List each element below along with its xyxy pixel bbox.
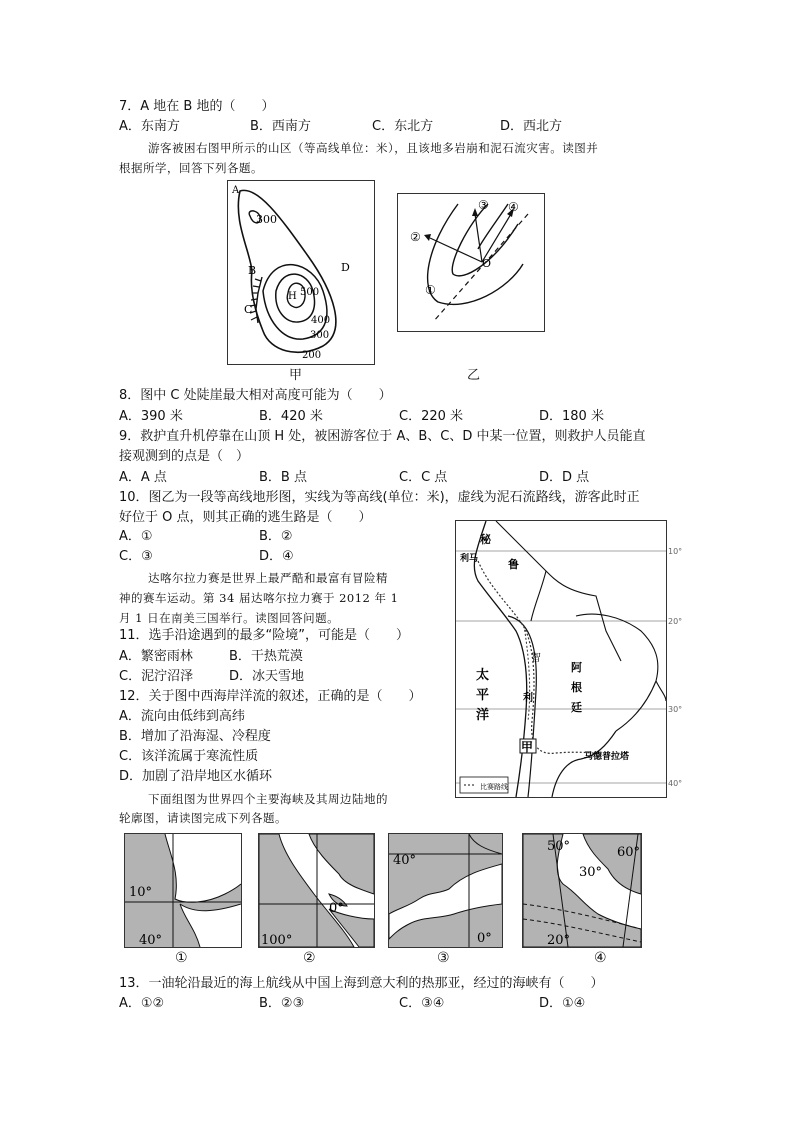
q8-option-b: B．420 米 — [259, 409, 323, 424]
intro2-line3: 月 1 日在南美三国举行。读图回答问题。 — [119, 611, 340, 625]
q8-option-a: A．390 米 — [119, 409, 183, 424]
south-america-rally-map — [455, 520, 667, 798]
label-argentina-2: 根 — [571, 681, 582, 694]
label-peru-2: 鲁 — [508, 558, 519, 571]
label-argentina-3: 廷 — [571, 701, 582, 714]
q11-stem: 11．选手沿途遇到的最多“险境”，可能是（ ） — [119, 628, 410, 643]
label-a: A — [232, 185, 240, 196]
q8-option-d: D．180 米 — [539, 409, 604, 424]
strait-panel-4 — [522, 833, 642, 948]
figure-jia-caption: 甲 — [289, 368, 303, 383]
q7-option-b: B．西南方 — [250, 119, 311, 134]
figure-yi-contour-map — [397, 193, 545, 332]
label-pacific-1: 太 — [476, 668, 490, 683]
panel1-label-40: 40° — [139, 933, 163, 947]
q12-stem: 12．关于图中西海岸洋流的叙述，正确的是（ ） — [119, 689, 422, 704]
q7-option-a: A．东南方 — [119, 119, 180, 134]
lat-label-20: 20° — [668, 617, 683, 626]
label-pacific-2: 平 — [476, 688, 490, 703]
panel4-label-50: 50° — [547, 839, 571, 854]
q12-option-b: B．增加了沿海湿、冷程度 — [119, 729, 271, 744]
panel2-caption: ② — [303, 950, 316, 966]
q9-option-a: A．A 点 — [119, 470, 167, 485]
q13-stem: 13．一油轮沿最近的海上航线从中国上海到意大利的热那亚，经过的海峡有（ ） — [119, 976, 604, 991]
intro1-line1: 游客被困右图甲所示的山区（等高线单位：米），且该地多岩崩和泥石流灾害。读图并 — [148, 141, 599, 155]
legend-rally-route: 比赛路线 — [480, 783, 508, 791]
contour-500: 500 — [300, 287, 320, 298]
panel1-label-10: 10° — [129, 885, 153, 900]
intro3-line1: 下面组图为世界四个主要海峡及其周边陆地的 — [148, 792, 388, 806]
figure-yi-caption: 乙 — [467, 368, 481, 383]
q11-option-b: B．干热荒漠 — [229, 649, 303, 664]
q9-line2: 接观测到的点是（ ） — [119, 449, 250, 464]
label-chile-2: 利 — [523, 693, 533, 704]
q9-option-b: B．B 点 — [259, 470, 307, 485]
q7-option-d: D．西北方 — [500, 119, 563, 134]
q13-option-b: B．②③ — [259, 996, 305, 1011]
panel4-label-20: 20° — [547, 933, 571, 947]
q11-option-d: D．冰天雪地 — [229, 669, 305, 684]
panel3-caption: ③ — [437, 950, 450, 966]
q11-option-c: C．泥泞沼泽 — [119, 669, 194, 684]
contour-400: 400 — [311, 315, 331, 326]
panel2-label-100: 100° — [261, 933, 293, 947]
label-pacific-3: 洋 — [476, 708, 490, 723]
label-argentina-1: 阿 — [571, 661, 582, 674]
figure-jia-contour-map — [227, 180, 375, 365]
intro3-line2: 轮廓图，请读图完成下列各题。 — [119, 811, 287, 825]
label-1: ① — [425, 283, 436, 297]
label-d: D — [341, 261, 350, 274]
lat-label-40: 40° — [668, 779, 683, 788]
panel1-caption: ① — [175, 950, 188, 966]
label-4: ④ — [508, 200, 519, 214]
q10-line2: 好位于 O 点，则其正确的逃生路是（ ） — [119, 510, 372, 525]
strait-panel-3 — [388, 833, 503, 948]
q9-option-c: C．C 点 — [399, 470, 448, 485]
contour-200: 200 — [302, 350, 322, 361]
panel3-label-0: 0° — [477, 931, 492, 946]
label-lima: 利马 — [460, 554, 479, 564]
label-b: B — [248, 264, 257, 277]
panel3-label-40: 40° — [393, 853, 417, 868]
lat-label-30: 30° — [668, 705, 683, 714]
intro2-line2: 神的赛车运动。第 34 届达喀尔拉力赛于 2012 年 1 — [119, 591, 399, 605]
q13-option-d: D．①④ — [539, 996, 586, 1011]
label-c: C — [244, 303, 253, 316]
strait-panel-1 — [124, 833, 242, 948]
intro2-line1: 达喀尔拉力赛是世界上最严酷和最富有冒险精 — [148, 571, 388, 585]
label-mar-del-plata: 马德普拉塔 — [584, 752, 630, 762]
label-o: O — [482, 257, 492, 270]
contour-300-top: 300 — [256, 213, 277, 226]
q12-option-c: C．该洋流属于寒流性质 — [119, 749, 259, 764]
contour-300-bottom: 300 — [310, 330, 330, 341]
q11-option-a: A．繁密雨林 — [119, 649, 193, 664]
intro1-line2: 根据所学，回答下列各题。 — [119, 161, 263, 175]
label-peru-1: 秘 — [480, 533, 491, 546]
q10-option-b: B．② — [259, 529, 293, 544]
q10-option-d: D．④ — [259, 549, 294, 564]
q9-option-d: D．D 点 — [539, 470, 590, 485]
label-h: H — [288, 291, 297, 302]
q7-option-c: C．东北方 — [372, 119, 434, 134]
q12-option-a: A．流向由低纬到高纬 — [119, 709, 245, 724]
panel4-label-60: 60° — [617, 845, 641, 860]
q10-option-a: A．① — [119, 529, 153, 544]
q7-stem: 7．A 地在 B 地的（ ） — [119, 99, 275, 114]
label-2: ② — [410, 230, 421, 244]
q13-option-a: A．①② — [119, 996, 165, 1011]
q12-option-d: D．加剧了沿岸地区水循环 — [119, 769, 273, 784]
lat-label-10: 10° — [668, 547, 683, 556]
panel2-label-0: 0° — [329, 901, 344, 916]
q10-option-c: C．③ — [119, 549, 153, 564]
label-jia: 甲 — [521, 740, 534, 754]
panel4-caption: ④ — [594, 950, 607, 966]
q13-option-c: C．③④ — [399, 996, 445, 1011]
q8-option-c: C．220 米 — [399, 409, 464, 424]
q9-line1: 9．救护直升机停靠在山顶 H 处，被困游客位于 A、B、C、D 中某一位置，则救护人员能直 — [119, 429, 646, 444]
panel4-label-30: 30° — [579, 865, 603, 880]
strait-panel-2 — [258, 833, 375, 948]
q8-stem: 8．图中 C 处陡崖最大相对高度可能为（ ） — [119, 388, 392, 403]
q10-line1: 10．图乙为一段等高线地形图，实线为等高线(单位：米)，虚线为泥石流路线，游客此时正 — [119, 490, 640, 505]
label-3: ③ — [478, 198, 489, 212]
label-chile-1: 智 — [531, 653, 541, 664]
